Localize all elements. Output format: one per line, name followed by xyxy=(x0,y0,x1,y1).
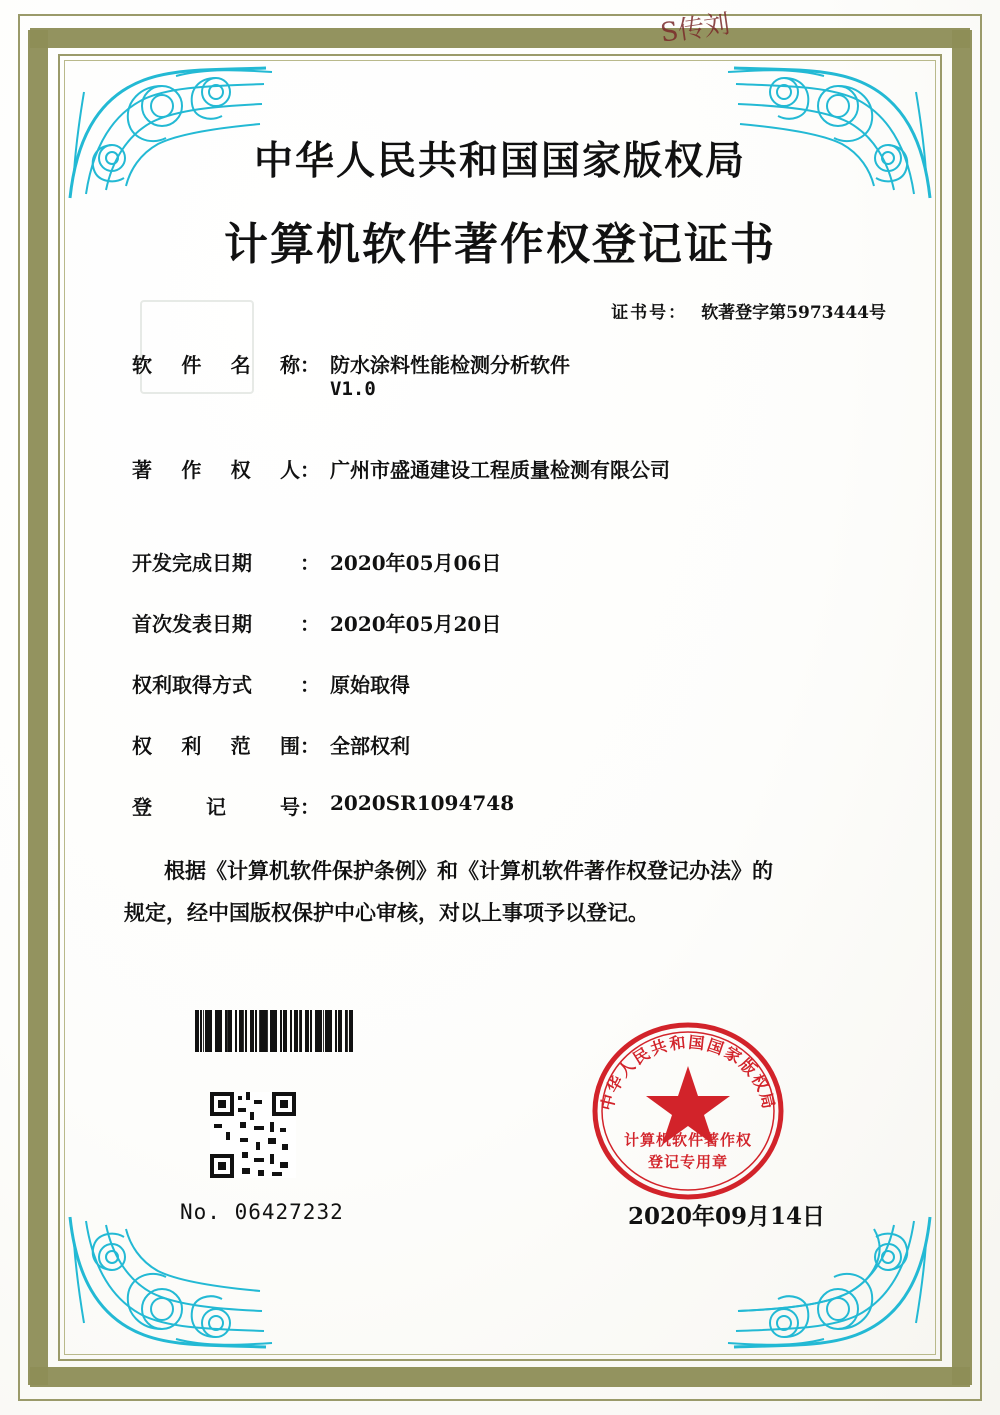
field-label xyxy=(132,547,300,576)
seal-line-1: 计算机软件著作权 xyxy=(623,1131,752,1149)
label-char: 开发完成日期 xyxy=(132,551,252,575)
greek-key-border-left xyxy=(26,30,52,1385)
greek-key-border-top xyxy=(30,26,970,52)
barcode xyxy=(195,1010,355,1052)
statement-line-2: 规定，经中国版权保护中心审核，对以上事项予以登记。 xyxy=(124,900,649,925)
serial-label: No. xyxy=(180,1200,221,1224)
field-development-date xyxy=(132,547,910,576)
greek-key-border-right xyxy=(948,30,974,1385)
software-name-value: 防水涂料性能检测分析软件 xyxy=(330,353,570,377)
field-colon: ： xyxy=(300,458,320,482)
greek-key-border-bottom xyxy=(30,1363,970,1389)
field-copyright-owner xyxy=(132,454,910,483)
field-label xyxy=(132,669,300,698)
label-char: 登 xyxy=(132,795,152,819)
label-char: 权 xyxy=(230,458,251,482)
field-colon: ： xyxy=(300,795,320,819)
certificate-number-label: 证书号： xyxy=(611,303,688,323)
authority-title: 中华人民共和国国家版权局 xyxy=(253,138,746,184)
field-value xyxy=(330,349,910,400)
field-label xyxy=(132,608,300,637)
certificate-content xyxy=(90,130,910,934)
official-seal xyxy=(588,1018,788,1204)
field-value: 2020年05月20日 xyxy=(330,612,502,636)
field-list xyxy=(90,349,910,820)
svg-text:中华人民共和国国家版权局: 中华人民共和国国家版权局 xyxy=(597,1032,779,1113)
field-value: 全部权利 xyxy=(330,734,410,758)
field-label xyxy=(132,454,300,483)
label-char: 软 xyxy=(132,353,152,377)
legal-statement xyxy=(90,850,910,934)
field-first-publish-date xyxy=(132,608,910,637)
label-char: 记 xyxy=(206,795,226,819)
seal-line-2: 登记专用章 xyxy=(647,1152,728,1171)
serial-value: 06427232 xyxy=(234,1200,344,1224)
statement-line-1: 根据《计算机软件保护条例》和《计算机软件著作权登记办法》的 xyxy=(164,858,773,883)
field-acquisition-method xyxy=(132,669,910,698)
field-label xyxy=(132,730,300,759)
software-version-value: V1.0 xyxy=(330,378,376,400)
field-rights-scope xyxy=(132,730,910,759)
label-char: 名 xyxy=(230,353,251,377)
label-char: 称 xyxy=(279,353,300,377)
seal-inner-text xyxy=(588,1130,788,1174)
label-char: 权 xyxy=(132,734,152,758)
field-software-name xyxy=(132,349,910,400)
label-char: 件 xyxy=(181,353,202,377)
field-value: 2020SR1094748 xyxy=(330,791,515,815)
field-colon: ： xyxy=(300,734,320,758)
field-colon: ： xyxy=(300,673,320,697)
field-value: 原始取得 xyxy=(330,673,410,697)
field-label xyxy=(132,349,300,378)
certificate-title: 计算机软件著作权登记证书 xyxy=(224,219,776,270)
field-colon: ： xyxy=(300,612,320,636)
certificate-number-line xyxy=(90,298,910,323)
field-label xyxy=(132,791,300,820)
certificate-number-value: 软著登字第5973444号 xyxy=(701,303,886,323)
handwritten-annotation: S传刘 xyxy=(658,9,732,49)
field-value: 广州市盛通建设工程质量检测有限公司 xyxy=(330,458,670,482)
label-char: 围 xyxy=(279,734,300,758)
label-char: 首次发表日期 xyxy=(132,612,252,636)
issue-date: 2020年09月14日 xyxy=(627,1203,825,1230)
label-char: 利 xyxy=(181,734,202,758)
field-colon: ： xyxy=(300,551,320,575)
label-char: 著 xyxy=(132,458,152,482)
label-char: 范 xyxy=(230,734,251,758)
serial-number xyxy=(180,1200,344,1224)
label-char: 人 xyxy=(279,458,300,482)
label-char: 作 xyxy=(181,458,202,482)
field-colon: ： xyxy=(300,353,320,377)
qr-code xyxy=(210,1092,296,1178)
label-char: 号 xyxy=(280,795,300,819)
field-registration-number xyxy=(132,791,910,820)
field-value: 2020年05月06日 xyxy=(330,551,502,575)
label-char: 权利取得方式 xyxy=(132,673,252,697)
